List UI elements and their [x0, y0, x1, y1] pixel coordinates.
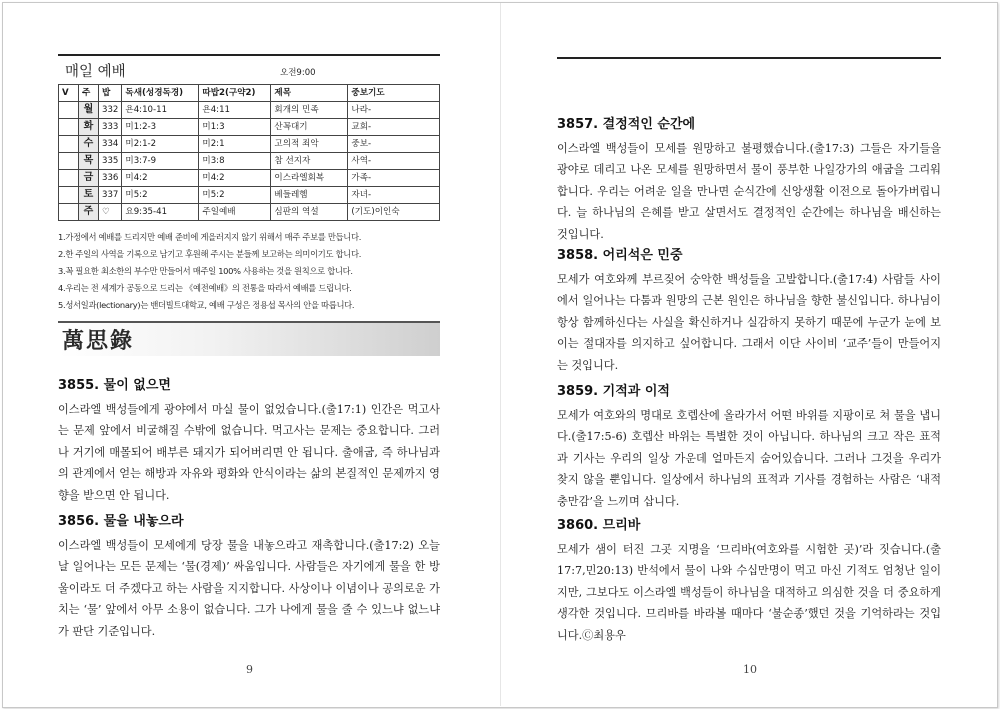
table-cell-prayer: 가족- [348, 170, 440, 187]
table-cell-reading: 미5:2 [122, 187, 199, 204]
table-cell-prayer: 중보- [348, 136, 440, 153]
entry-heading: 3860. 므리바 [557, 518, 641, 533]
entry-heading: 3858. 어리석은 민중 [557, 248, 683, 263]
table-row [59, 102, 440, 119]
notes-list [58, 229, 440, 314]
table-cell-check [59, 153, 79, 170]
entry-3856 [58, 512, 440, 642]
table-cell-prayer: (기도)이인숙 [348, 204, 440, 221]
table-cell-num: 333 [99, 119, 122, 136]
table-cell-day: 월 [79, 102, 99, 119]
note-item: 3.꼭 필요한 최소한의 부수만 만들어서 매주일 100% 사용하는 것을 원칙으로 합니다. [58, 266, 353, 276]
col-header: V [59, 85, 79, 102]
entry-heading: 3856. 물을 내놓으라 [58, 514, 184, 529]
table-cell-day: 금 [79, 170, 99, 187]
entry-heading: 3857. 결정적인 순간에 [557, 117, 696, 132]
page-number-left: 9 [246, 663, 253, 676]
table-cell-num: 332 [99, 102, 122, 119]
entry-body: 모세가 여호와의 명대로 호렙산에 올라가서 어떤 바위를 지팡이로 쳐 물을 냅니다.(출17:5-6) 호렙산 바위는 특별한 것이 아닙니다. 하나님의 크고 작은 표적과 기사는 우리의 일상 가운데 얼마든지 숨어있습니다. 그러나 그것을 우리가 찾지 않을 뿐입니다. 일상에서 하나님의 표적과 기사를 경험하는 사람은 ‘내적 충만감’을 느끼며 삽니다. [557, 409, 941, 508]
worship-title: 매일 예배 [65, 64, 126, 80]
entry-body: 이스라엘 백성들에게 광야에서 마실 물이 없었습니다.(출17:1) 인간은 먹고사는 문제 앞에서 비굴해질 수밖에 없습니다. 먹고사는 문제는 중요합니다. 그러나 거기에 매몰되어 배부른 돼지가 되어버리면 안 됩니다. 출애굽, 즉 하나님과의 관계에서 얻는 해방과 자유와 평화와 안식이라는 삶의 본질적인 문제까지 영향을 받으면 안 됩니다. [58, 403, 440, 502]
table-cell-check [59, 187, 79, 204]
table-header-row [59, 85, 440, 102]
table-cell-prayer: 자녀- [348, 187, 440, 204]
table-row [59, 187, 440, 204]
table-cell-day: 화 [79, 119, 99, 136]
worship-time: 오전9:00 [280, 68, 316, 78]
entry-3855 [58, 376, 440, 506]
table-cell-check [59, 136, 79, 153]
table-cell-day: 수 [79, 136, 99, 153]
table-cell-reading: 미2:1-2 [122, 136, 199, 153]
entry-body: 이스라엘 백성들이 모세를 원망하고 불평했습니다.(출17:3) 그들은 자기들을 광야로 데리고 나온 모세를 원망하면서 물이 풍부한 나일강가의 애굽을 그리워합니다. 우리는 어려운 일을 만나면 순식간에 신앙생활 이전으로 돌아가버립니다. 늘 하나님의 은혜를 받고 살면서도 결정적인 순간에는 하나님을 배신하는 것입니다. [557, 142, 941, 241]
section-banner [58, 323, 440, 356]
entry-heading: 3859. 기적과 이적 [557, 384, 670, 399]
table-cell-topic: 베들레헴 [271, 187, 348, 204]
col-header: 중보기도 [348, 85, 440, 102]
table-row [59, 153, 440, 170]
table-cell-reading: 요9:35-41 [122, 204, 199, 221]
table-cell-topic: 심판의 역설 [271, 204, 348, 221]
entry-body: 모세가 샘이 터진 그곳 지명을 ‘므리바(여호와를 시험한 곳)’라 짓습니다.(출17:7,민20:13) 반석에서 물이 나와 수십만명이 먹고 마신 기적도 엄청난 일이지만, 그보다도 이스라엘 백성들이 하나님을 대적하고 의심한 것을 더 중요하게 생각한 것입니다. 므리바를 바라볼 때마다 ‘불순종’했던 것을 기억하라는 것입니다.Ⓒ최용우 [557, 543, 941, 642]
table-row [59, 204, 440, 221]
table-cell-ot: 욘4:11 [199, 102, 271, 119]
table-cell-reading: 미4:2 [122, 170, 199, 187]
table-cell-ot: 미2:1 [199, 136, 271, 153]
table-cell-prayer: 교회- [348, 119, 440, 136]
table-cell-check [59, 119, 79, 136]
note-item: 1.가정에서 예배를 드리지만 예배 준비에 게을러지지 않기 위해서 매주 주보를 만듭니다. [58, 232, 362, 242]
table-cell-check [59, 170, 79, 187]
table-row [59, 170, 440, 187]
col-header: 따밥2(구약2) [199, 85, 271, 102]
col-header: 밥 [99, 85, 122, 102]
top-rule [58, 54, 440, 56]
table-cell-check [59, 102, 79, 119]
top-rule [557, 57, 941, 59]
table-cell-day: 주 [79, 204, 99, 221]
table-cell-prayer: 나라- [348, 102, 440, 119]
entry-body: 이스라엘 백성들이 모세에게 당장 물을 내놓으라고 재촉합니다.(출17:2) 오늘날 일어나는 모든 문제는 ‘물(경제)’ 싸움입니다. 사람들은 자기에게 물을 한 방울이라도 더 주겠다고 하는 사람을 지지합니다. 사상이나 이념이나 공의로운 가치는 ‘물’ 앞에서 아무 소용이 없습니다. 그가 나에게 물을 줄 수 있느냐 없느냐가 판단 기준입니다. [58, 539, 440, 638]
table-cell-num: 336 [99, 170, 122, 187]
entry-3859 [557, 382, 941, 512]
table-row [59, 119, 440, 136]
table-cell-topic: 이스라엘회복 [271, 170, 348, 187]
note-item: 2.한 주일의 사역을 기록으로 남기고 후원해 주시는 분들께 보고하는 의미이기도 합니다. [58, 249, 362, 259]
table-cell-topic: 참 선지자 [271, 153, 348, 170]
note-item: 5.성서일과(lectionary)는 밴더빌트대학교, 예배 구성은 정용섭 목사의 안을 따릅니다. [58, 300, 355, 310]
table-cell-num: 334 [99, 136, 122, 153]
table-cell-ot: 미4:2 [199, 170, 271, 187]
table-cell-day: 목 [79, 153, 99, 170]
entry-3858 [557, 246, 941, 376]
page-divider [500, 3, 501, 706]
table-cell-reading: 욘4:10-11 [122, 102, 199, 119]
page-number-right: 10 [743, 663, 757, 676]
table-cell-num: 335 [99, 153, 122, 170]
table-cell-topic: 회개의 민족 [271, 102, 348, 119]
section-title: 萬思錄 [62, 328, 135, 354]
schedule-table [58, 84, 440, 221]
table-cell-topic: 산꼭대기 [271, 119, 348, 136]
table-cell-reading: 미1:2-3 [122, 119, 199, 136]
table-cell-ot: 미3:8 [199, 153, 271, 170]
table-cell-day: 토 [79, 187, 99, 204]
table-row [59, 136, 440, 153]
table-cell-check [59, 204, 79, 221]
entry-body: 모세가 여호와께 부르짖어 숭악한 백성들을 고발합니다.(출17:4) 사람들 사이에서 일어나는 다툼과 원망의 근본 원인은 하나님을 향한 불신입니다. 하나님이 항상 함께하신다는 사실을 확신하거나 실감하지 못하기 때문에 누군가 눈에 보이는 절대자를 의지하고 싶어합니다. 그래서 이단 사이비 ‘교주’들이 만들어지는 것입니다. [557, 273, 941, 372]
entry-3860 [557, 516, 941, 646]
table-cell-ot: 미5:2 [199, 187, 271, 204]
entry-3857 [557, 115, 941, 245]
entry-heading: 3855. 물이 없으면 [58, 378, 171, 393]
col-header: 독새(성경독경) [122, 85, 199, 102]
table-cell-prayer: 사역- [348, 153, 440, 170]
col-header: 제목 [271, 85, 348, 102]
table-cell-ot: 주일예배 [199, 204, 271, 221]
table-cell-ot: 미1:3 [199, 119, 271, 136]
table-cell-num: ♡ [99, 204, 122, 221]
note-item: 4.우리는 전 세계가 공동으로 드리는 《예전예배》의 전통을 따라서 예배를 드립니다. [58, 283, 352, 293]
table-cell-topic: 고의적 죄악 [271, 136, 348, 153]
table-cell-num: 337 [99, 187, 122, 204]
col-header: 주 [79, 85, 99, 102]
table-cell-reading: 미3:7-9 [122, 153, 199, 170]
